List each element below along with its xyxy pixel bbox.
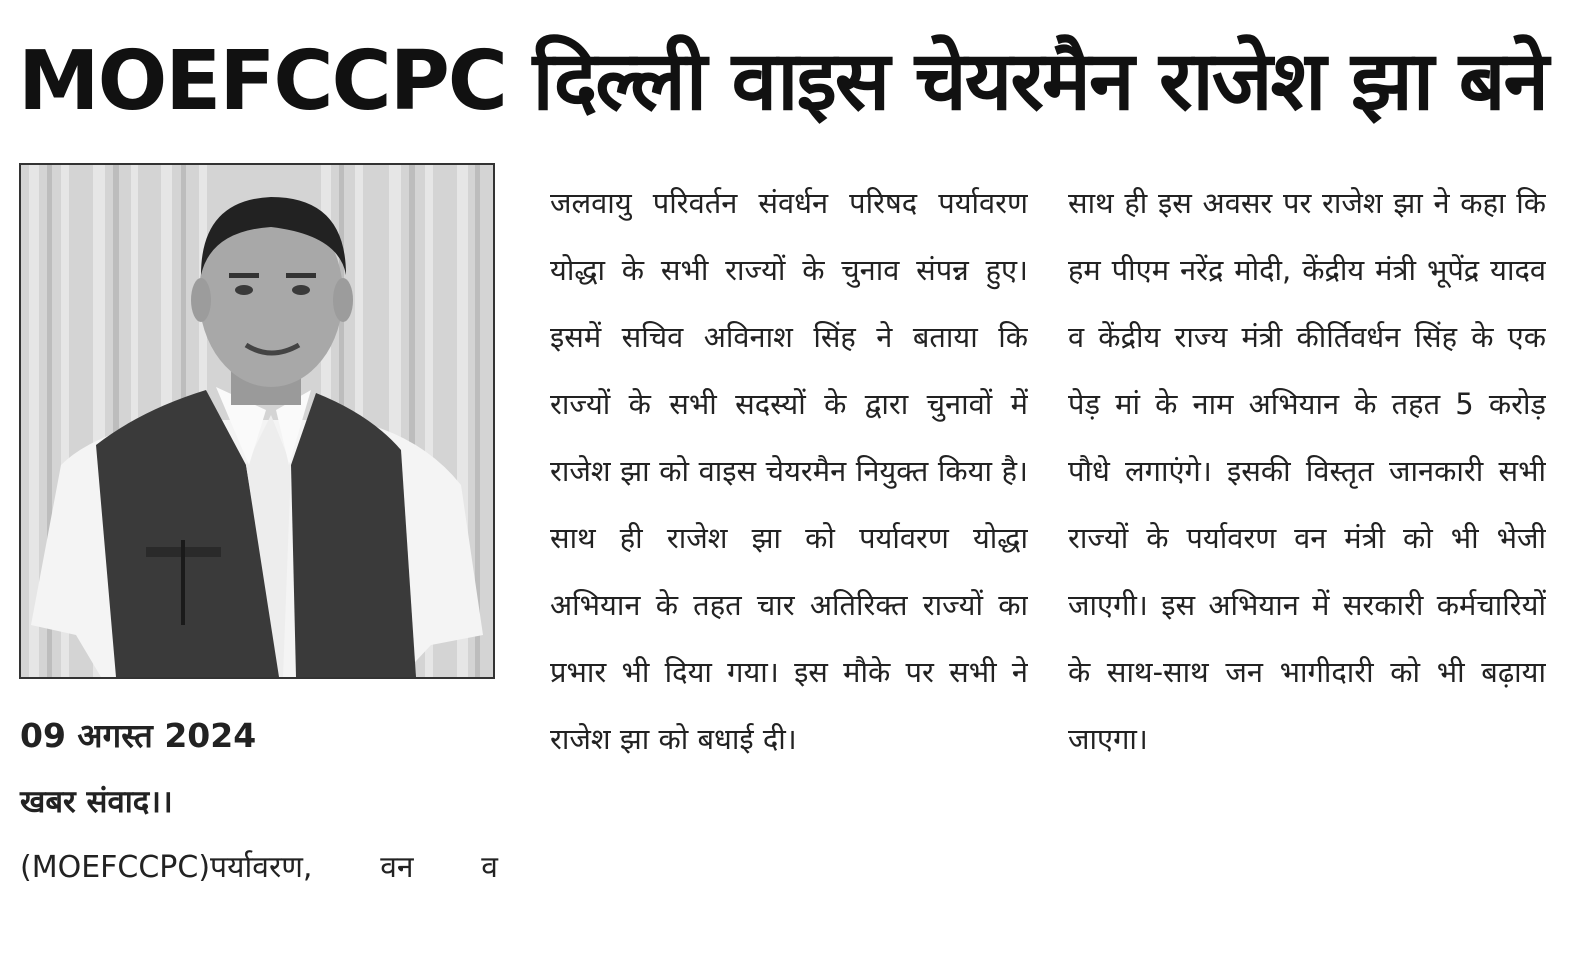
article-column-2: साथ ही इस अवसर पर राजेश झा ने कहा कि हम पीएम नरेंद्र मोदी, केंद्रीय मंत्री भूपेंद्र यादव व केंद्रीय राज्य मंत्री कीर्तिवर्धन सिंह के एक पेड़ मां के नाम अभियान के तहत 5 करोड़ पौधे लगाएंगे। इसकी विस्तृत जानकारी सभी राज्यों के पर्यावरण वन मंत्री को भी भेजी जाएगी। इस अभियान में सरकारी कर्मचारियों के साथ-साथ जन भागीदारी को भी बढ़ाया जाएगा। xyxy=(1068,186,1546,756)
news-source: खबर संवाद।। xyxy=(20,784,173,820)
dateline: 09 अगस्त 2024 xyxy=(20,716,257,755)
portrait-photo xyxy=(19,163,495,679)
article-column-1: जलवायु परिवर्तन संवर्धन परिषद पर्यावरण योद्धा के सभी राज्यों के चुनाव संपन्न हुए। इसमें सचिव अविनाश सिंह ने बताया कि राज्यों के सभी सदस्यों के द्वारा चुनावों में राजेश झा को वाइस चेयरमैन नियुक्त किया है। साथ ही राजेश झा को पर्यावरण योद्धा अभियान के तहत चार अतिरिक्त राज्यों का प्रभार भी दिया गया। इस मौके पर सभी ने राजेश झा को बधाई दी। xyxy=(550,186,1028,756)
headline: MOEFCCPC दिल्ली वाइस चेयरमैन राजेश झा बने xyxy=(18,34,1548,129)
lead-text: (MOEFCCPC)पर्यावरण, वन व xyxy=(20,850,498,885)
